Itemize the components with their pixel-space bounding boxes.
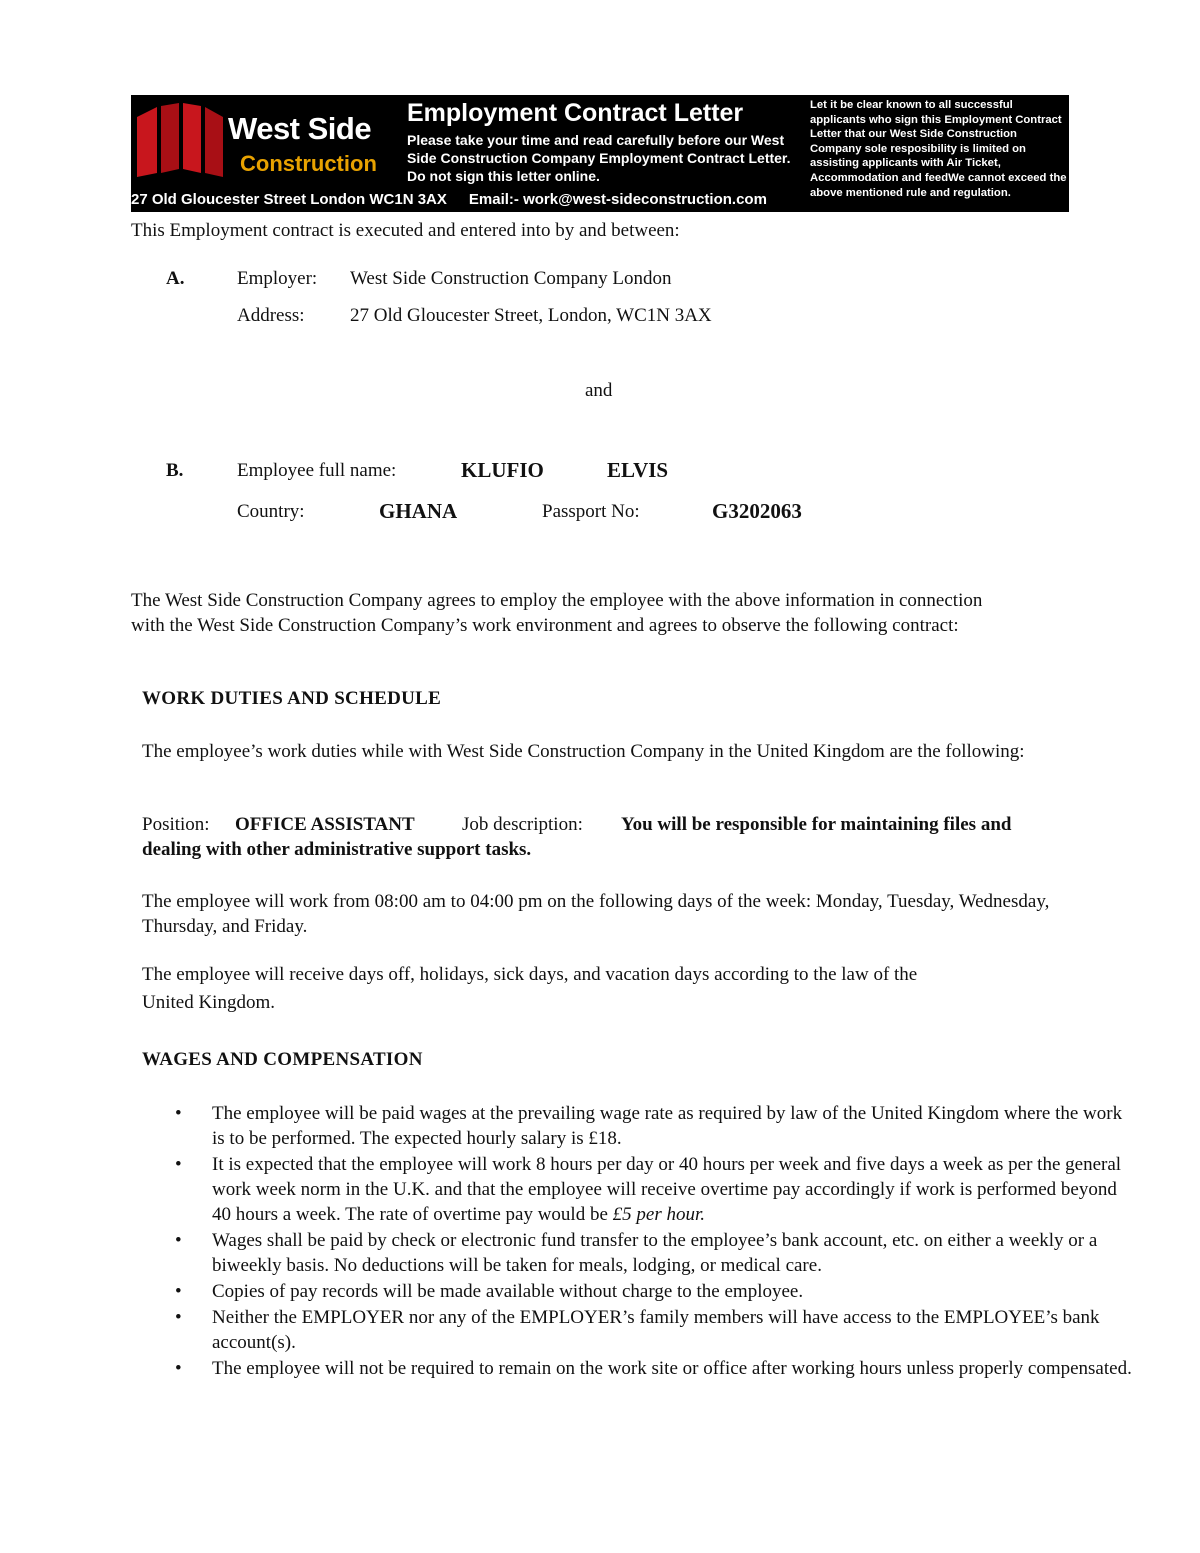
duties-heading: WORK DUTIES AND SCHEDULE bbox=[142, 688, 442, 709]
agreement-paragraph: The West Side Construction Company agrees to employ the employee with the above information in connection with the West Side Construction Company’s work environment and agrees to observe the following contract: bbox=[131, 590, 983, 636]
banner-title: Employment Contract Letter bbox=[407, 99, 744, 127]
duties-intro: The employee’s work duties while with West Side Construction Company in the United Kingdom are the following: bbox=[142, 741, 1025, 762]
bullet-icon: • bbox=[175, 1103, 182, 1124]
country-label: Country: bbox=[237, 501, 305, 522]
wages-list bbox=[142, 1101, 1132, 1382]
intro-text: This Employment contract is executed and entered into by and between: bbox=[131, 220, 680, 241]
passport-label: Passport No: bbox=[542, 501, 640, 522]
days-off-line2: United Kingdom. bbox=[142, 992, 275, 1013]
list-item bbox=[175, 1305, 1132, 1355]
list-item-text: It is expected that the employee will work 8 hours per day or 40 hours per week and five days a week as per the general work week norm in the U.K. and that the employee will receive overtime pay accordingly if work is performed beyond 40 hours a week. The rate of overtime pay would be bbox=[212, 1154, 1122, 1225]
employer-value: West Side Construction Company London bbox=[350, 268, 672, 289]
banner-notice: Let it be clear known to all successful applicants who sign this Employment Contract Letter that our West Side Construction Company sole resposibility is limited on assisting applicants with Air Ticket, Accommodation and feedWe cannot exceed the above mentioned rule and regulation. bbox=[810, 99, 1067, 199]
bullet-icon: • bbox=[175, 1307, 182, 1328]
bullet-icon: • bbox=[175, 1281, 182, 1302]
wages-heading: WAGES AND COMPENSATION bbox=[142, 1049, 423, 1070]
address-value: 27 Old Gloucester Street, London, WC1N 3AX bbox=[350, 305, 712, 326]
country-value: GHANA bbox=[379, 499, 458, 523]
banner-address: 27 Old Gloucester Street London WC1N 3AX bbox=[131, 191, 447, 208]
employer-label: Employer: bbox=[237, 268, 318, 289]
party-a-letter: A. bbox=[166, 268, 185, 289]
bullet-icon: • bbox=[175, 1154, 182, 1175]
list-item bbox=[175, 1101, 1132, 1151]
address-label: Address: bbox=[237, 305, 305, 326]
party-b-letter: B. bbox=[166, 460, 184, 481]
list-item bbox=[175, 1228, 1132, 1278]
overtime-rate: £5 per hour. bbox=[612, 1204, 706, 1225]
brand-name: West Side bbox=[228, 111, 372, 146]
bullet-icon: • bbox=[175, 1230, 182, 1251]
days-off-line1: The employee will receive days off, holidays, sick days, and vacation days according to the law of the bbox=[142, 964, 918, 985]
position-label: Position: bbox=[142, 814, 210, 835]
banner-email: Email:- work@west-sideconstruction.com bbox=[468, 191, 767, 208]
job-description-label: Job description: bbox=[462, 814, 583, 835]
passport-value: G3202063 bbox=[712, 499, 802, 523]
list-item bbox=[175, 1356, 1132, 1381]
job-description-line2: dealing with other administrative support tasks. bbox=[142, 839, 532, 860]
list-item bbox=[175, 1152, 1132, 1227]
banner-address-line bbox=[131, 191, 767, 208]
and-text: and bbox=[585, 380, 613, 401]
schedule-text: The employee will work from 08:00 am to 04:00 pm on the following days of the week: Monday, Tuesday, Wednesday, Thursday, and Friday. bbox=[142, 891, 1050, 937]
header-banner bbox=[131, 95, 1069, 212]
bullet-icon: • bbox=[175, 1358, 182, 1379]
list-item-text: Neither the EMPLOYER nor any of the EMPLOYER’s family members will have access to the EMPLOYEE’s bank account(s). bbox=[212, 1307, 1100, 1353]
employee-first-name: ELVIS bbox=[607, 458, 669, 482]
job-description-line1: You will be responsible for maintaining files and bbox=[621, 814, 1012, 835]
banner-subtitle: Please take your time and read carefully before our West Side Construction Company Employment Contract Letter. Do not sign this letter online. bbox=[407, 132, 791, 184]
list-item-text: The employee will be paid wages at the prevailing wage rate as required by law of the United Kingdom where the work is to be performed. The expected hourly salary is £18. bbox=[212, 1103, 1123, 1149]
position-value: OFFICE ASSISTANT bbox=[235, 814, 415, 835]
list-item-text: Copies of pay records will be made available without charge to the employee. bbox=[212, 1281, 804, 1302]
list-item bbox=[175, 1279, 1132, 1304]
employee-surname: KLUFIO bbox=[461, 458, 544, 482]
employee-name-label: Employee full name: bbox=[237, 460, 397, 481]
list-item-text: The employee will not be required to remain on the work site or office after working hours unless properly compensated. bbox=[212, 1358, 1132, 1379]
list-item-text: Wages shall be paid by check or electronic fund transfer to the employee’s bank account, etc. on either a weekly or a biweekly basis. No deductions will be taken for meals, lodging, or medical care. bbox=[212, 1230, 1098, 1276]
building-bars-logo bbox=[135, 103, 223, 177]
brand-subname: Construction bbox=[240, 151, 377, 176]
